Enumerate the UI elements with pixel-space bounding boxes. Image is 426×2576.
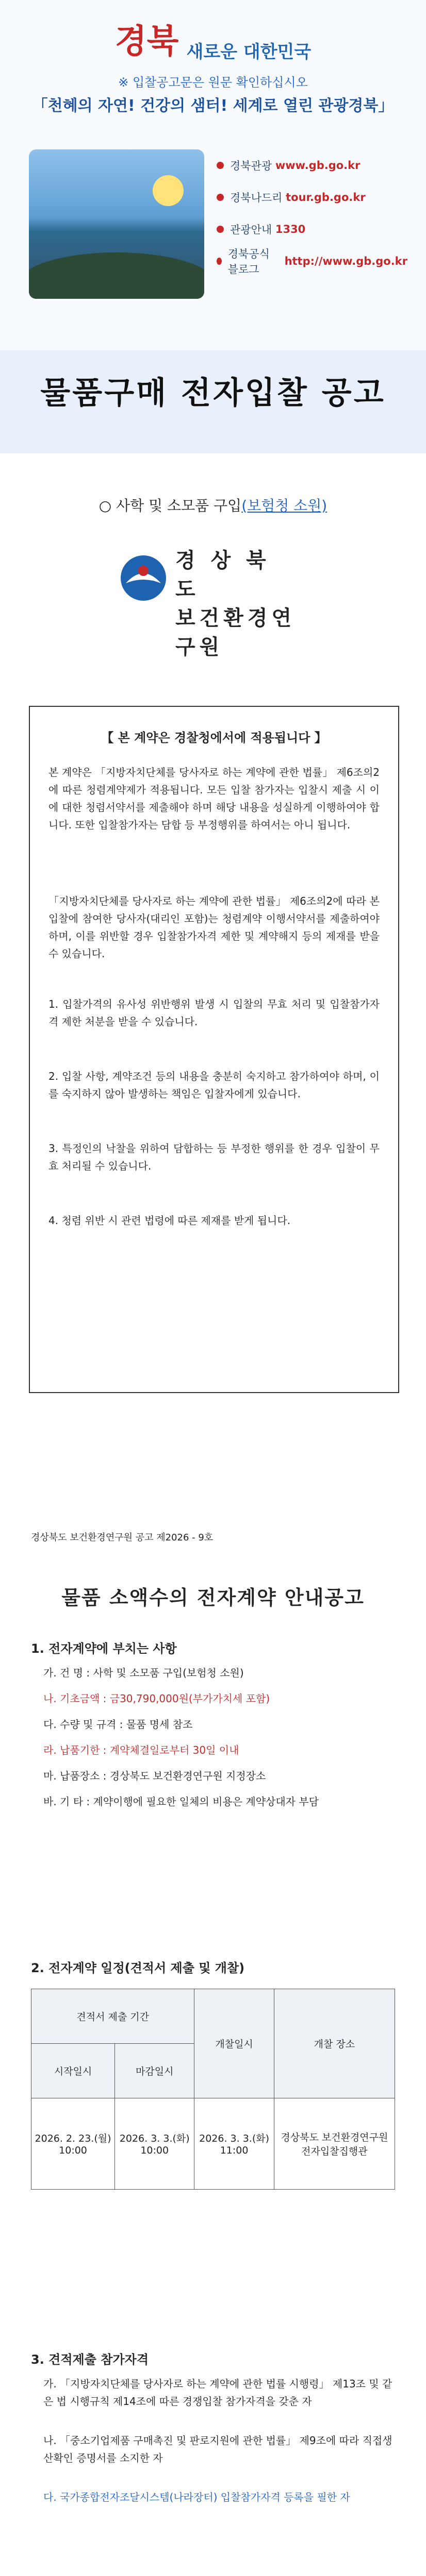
info-row: 경북관광 www.gb.go.kr xyxy=(217,149,407,181)
logo-sub: 새로운 대한민국 xyxy=(186,42,312,62)
table-row xyxy=(31,2098,395,2189)
section-1-heading: 1. 전자계약에 부치는 사항 xyxy=(31,1641,177,1656)
section-2-heading: 2. 전자계약 일정(견적서 제출 및 개찰) xyxy=(31,1961,245,1975)
schedule-table xyxy=(31,1989,395,2190)
tourism-info-list xyxy=(217,149,407,299)
sec3-line: 가. 「지방자치단체를 당사자로 하는 계약에 관한 법률 시행령」 제13조 및 같은 법 시행규칙 제14조에 따른 경쟁입찰 참가자격을 갖춘 자 xyxy=(43,2378,392,2408)
document-title: 물품 소액수의 전자계약 안내공고 xyxy=(61,1586,365,1609)
notice-item: 3. 특정인의 낙찰을 위하여 담합하는 등 부정한 행위를 한 경우 입찰이 무효 처리될 수 있습니다. xyxy=(48,1142,380,1172)
subject-line: ○ 사학 및 소모품 구입(보험청 소원) xyxy=(99,497,327,514)
info-link[interactable]: www.gb.go.kr xyxy=(275,159,361,172)
info-row: 경북나드리 tour.gb.go.kr xyxy=(217,181,407,213)
org-block xyxy=(119,546,304,659)
table-header: 견적서 제출 기간 xyxy=(31,1989,194,2044)
notice-item: 4. 청렴 위반 시 관련 법령에 따른 제재를 받게 됩니다. xyxy=(48,1214,291,1227)
bullet-icon xyxy=(217,226,224,233)
sec3-line: 나. 「중소기업제품 구매촉진 및 판로지원에 관한 법률」 제9조에 따라 직접생산확인 증명서를 소지한 자 xyxy=(43,2434,392,2464)
org-name: 경 상 북 도 보건환경연구원 xyxy=(175,548,296,659)
sec1-line: 마. 납품장소 : 경상북도 보건환경연구원 지정장소 xyxy=(43,1770,266,1782)
table-cell: 2026. 2. 23.(월) 10:00 xyxy=(31,2098,115,2189)
island-shape xyxy=(29,252,204,299)
info-phone: 1330 xyxy=(275,223,306,235)
sec3-line: 다. 국가종합전자조달시스템(나라장터) 입찰참가자격 등록을 필한 자 xyxy=(43,2491,350,2503)
sec1-line: 라. 납품기한 : 계약체결일로부터 30일 이내 xyxy=(43,1744,239,1756)
gyeongbuk-emblem-icon xyxy=(119,553,168,603)
subject-detail: (보험청 소원) xyxy=(241,497,327,514)
notice-item: 1. 입찰가격의 유사성 위반행위 발생 시 입찰의 무효 처리 및 입찰참가자격 제한 처분을 받을 수 있습니다. xyxy=(48,998,380,1028)
table-header: 개찰일시 xyxy=(194,1989,274,2098)
org-note: ※ 입찰공고문은 원문 확인하십시오 xyxy=(118,75,308,90)
sec1-line: 가. 건 명 : 사학 및 소모품 구입(보험청 소원) xyxy=(43,1667,244,1679)
sun-icon xyxy=(153,175,184,206)
table-header: 개찰 장소 xyxy=(274,1989,395,2098)
notice-para: 「지방자치단체를 당사자로 하는 계약에 관한 법률」 제6조의2에 따라 본 입찰에 참여한 당사자(대리인 포함)는 청렴계약 이행서약서를 제출하여야 하며, 이를 위반할 경우 입찰참가자격 제한 및 계약해지 등의 제재를 받을 수 있습니다. xyxy=(48,895,380,960)
page-title: 물품구매 전자입찰 공고 xyxy=(40,375,386,411)
logo-main: 경북 xyxy=(114,22,179,61)
table-cell: 경상북도 보건환경연구원 전자입찰집행관 xyxy=(274,2098,395,2189)
table-cell: 2026. 3. 3.(화) 11:00 xyxy=(194,2098,274,2189)
slogan: 「천혜의 자연! 건강의 샘터! 세계로 열린 관광경북」 xyxy=(32,97,394,115)
bullet-icon xyxy=(217,258,222,265)
notice-para: 본 계약은 「지방자치단체를 당사자로 하는 계약에 관한 법률」 제6조의2에 따른 청렴계약제가 적용됩니다. 모든 입찰 참가자는 입찰시 제출 시 이에 대한 청렴서약서를 제출해야 하며 해당 내용을 성실하게 이행하여야 합니다. 또한 입찰참가자는 담합 등 부정행위를 하여서는 아니 됩니다. xyxy=(48,766,380,831)
bullet-icon xyxy=(217,162,224,169)
section-3-heading: 3. 견적제출 참가자격 xyxy=(31,2352,149,2367)
sec1-line: 나. 기초금액 : 금30,790,000원(부가가치세 포함) xyxy=(43,1692,270,1705)
info-link[interactable]: http://www.gb.go.kr xyxy=(284,255,407,267)
integrity-notice-box xyxy=(29,706,399,1393)
notice-heading: 【 본 계약은 경찰청에서에 적용됩니다 】 xyxy=(101,731,327,745)
info-row: 경북공식 블로그 http://www.gb.go.kr xyxy=(217,245,407,277)
table-subheader: 시작일시 xyxy=(31,2043,115,2098)
sec1-line: 바. 기 타 : 계약이행에 필요한 일체의 비용은 계약상대자 부담 xyxy=(43,1795,319,1808)
scenery-photo xyxy=(29,149,204,299)
table-subheader: 마감일시 xyxy=(115,2043,194,2098)
info-link[interactable]: tour.gb.go.kr xyxy=(286,191,366,204)
announcement-number: 경상북도 보건환경연구원 공고 제2026 - 9호 xyxy=(31,1532,214,1543)
sec1-line: 다. 수량 및 규격 : 물품 명세 참조 xyxy=(43,1718,193,1731)
bullet-icon xyxy=(217,194,224,201)
tourism-banner xyxy=(0,0,426,351)
notice-item: 2. 입찰 사항, 계약조건 등의 내용을 충분히 숙지하고 참가하여야 하며, 이를 숙지하지 않아 발생하는 책임은 입찰자에게 있습니다. xyxy=(48,1070,380,1100)
table-cell: 2026. 3. 3.(화) 10:00 xyxy=(115,2098,194,2189)
info-row: 관광안내 1330 xyxy=(217,213,407,245)
